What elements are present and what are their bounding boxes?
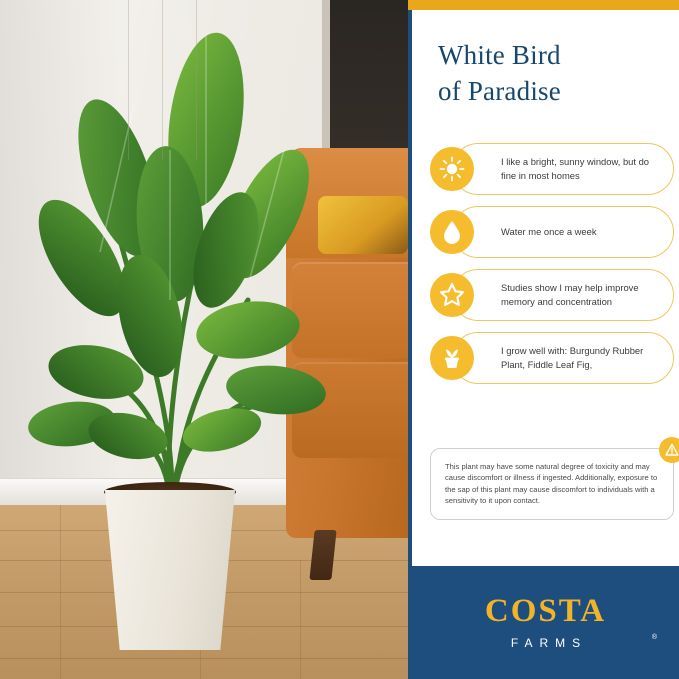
list-item bbox=[430, 332, 674, 384]
pot-facet-line bbox=[196, 0, 197, 160]
warning-text: This plant may have some natural degree of toxicity and may cause discomfort or illness if ingested. Additionally, exposure to the sap of this plant may cause discomfort to individuals with a sensitivity to it upon contact. bbox=[445, 462, 658, 506]
warning-triangle-icon bbox=[659, 437, 679, 463]
feature-label: I grow well with: Burgundy Rubber Plant, Fiddle Leaf Fig, bbox=[501, 345, 644, 370]
list-item bbox=[430, 143, 674, 195]
title-line-2: of Paradise bbox=[438, 75, 561, 106]
pot-facet-line bbox=[128, 0, 129, 160]
info-panel bbox=[408, 0, 679, 679]
sun-icon bbox=[430, 147, 474, 191]
feature-pill bbox=[452, 143, 674, 195]
feature-pill bbox=[452, 269, 674, 321]
brand-name: COSTA bbox=[484, 593, 607, 629]
potted-plant-icon bbox=[430, 336, 474, 380]
page-title bbox=[438, 38, 668, 109]
brand-logo bbox=[408, 566, 679, 679]
title-line-1: White Bird bbox=[438, 40, 561, 70]
plant-pot bbox=[96, 490, 244, 650]
top-accent-bar bbox=[408, 0, 679, 10]
feature-label: Studies show I may help improve memory and concentration bbox=[501, 282, 639, 307]
trademark-symbol: ® bbox=[651, 634, 657, 641]
feature-label: I like a bright, sunny window, but do fine in most homes bbox=[501, 156, 650, 181]
brand-subname: FARMS bbox=[510, 636, 588, 650]
care-feature-list bbox=[430, 143, 674, 395]
list-item bbox=[430, 206, 674, 258]
feature-pill bbox=[452, 206, 674, 258]
feature-label: Water me once a week bbox=[501, 226, 597, 238]
feature-pill bbox=[452, 332, 674, 384]
list-item bbox=[430, 269, 674, 321]
pot-facet-line bbox=[162, 0, 163, 160]
toxicity-warning bbox=[430, 448, 674, 520]
star-icon bbox=[430, 273, 474, 317]
water-drop-icon bbox=[430, 210, 474, 254]
